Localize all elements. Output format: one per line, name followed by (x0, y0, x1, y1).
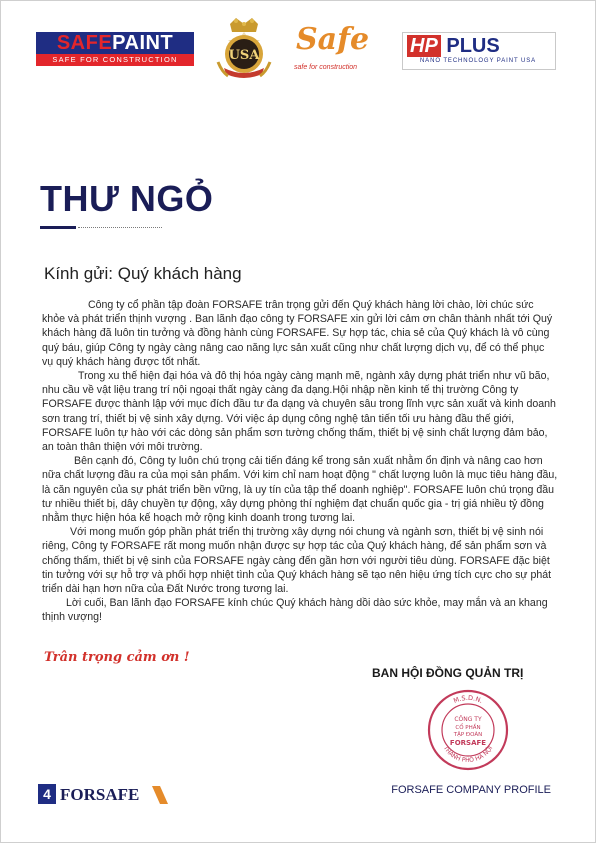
greeting: Kính gửi: Quý khách hàng (44, 264, 242, 283)
safepaint-logo (36, 32, 194, 66)
safe-tagline: safe for construction (294, 64, 358, 71)
paragraph-5: Lời cuối, Ban lãnh đạo FORSAFE kính chúc Quý khách hàng dồi dào sức khỏe, may mắn và an khang thịnh vượng! (42, 597, 548, 624)
safepaint-tagline: SAFE FOR CONSTRUCTION (36, 54, 194, 66)
stamp-line-4: FORSAFE (449, 739, 487, 747)
page-title: THƯ NGỎ (40, 178, 214, 219)
usa-text: USA (228, 48, 260, 63)
footer-profile-brand: FORSAFE (391, 784, 444, 796)
page-number: 4 (38, 784, 56, 804)
hpplus-hp: HP (407, 35, 441, 57)
company-stamp (426, 688, 510, 772)
stamp-line-1: CÔNG TY (454, 716, 482, 723)
signatory: BAN HỘI ĐỒNG QUẢN TRỊ (372, 666, 524, 680)
footer-profile-label: COMPANY PROFILE (446, 784, 551, 796)
safe-logo (290, 22, 380, 82)
hpplus-tagline: NANO TECHNOLOGY PAINT USA (419, 58, 537, 64)
forsafe-mark-icon (152, 786, 168, 804)
title-dotted-rule (78, 227, 162, 228)
logo-row (36, 18, 556, 84)
stamp-line-3: TẬP ĐOÀN (453, 732, 483, 738)
hpplus-plus: PLUS (446, 35, 500, 57)
stamp-ring-bottom: THÀNH PHỐ HÀ NỘI (441, 744, 495, 765)
svg-text:THÀNH PHỐ HÀ NỘI (441, 744, 494, 764)
footer-profile (391, 784, 551, 796)
safe-word: Safe (296, 22, 370, 57)
paragraph-4: Với mong muốn góp phần phát triển thị trường xây dựng nói chung và ngành sơn, thiết bị vệ sinh nói riêng, Công ty FORSAFE rất mong muốn nhận được sự hợp tác của Quý khách hàng, để sản phẩm sơn và chống thấm, thiết bị vệ sinh của FORSAFE ngày càng đến gần hơn với người tiêu dùng. FORSAFE đặc biệt tin tưởng với sự hỗ trợ và phối hợp nhiệt tình của Quý khách hàng sẽ tạo nên hiệu ứng tích cực cho sự phát triển dài hạn hơn nữa của Đất Nước trong tương lai. (42, 526, 552, 596)
stamp-line-2: CỔ PHẦN (455, 725, 481, 731)
usa-crest-logo (214, 18, 274, 84)
safepaint-part1: SAFE (56, 32, 113, 54)
stamp-ring-top: M.S.D.N. (452, 693, 484, 705)
thanks-note: Trân trọng cảm ơn ! (44, 650, 190, 665)
title-underline (40, 226, 76, 229)
letter-body (42, 298, 558, 625)
svg-text:M.S.D.N. (452, 694, 484, 705)
paragraph-1: Công ty cổ phần tập đoàn FORSAFE trân trọng gửi đến Quý khách hàng lời chào, lời chúc sức khỏe và phát triển thịnh vượng . Ban lãnh đạo công ty FORSAFE xin gửi lời cảm ơn chân thành nhất tới Quý khách hàng đã luôn tin tưởng và đồng hành cùng FORSAFE. Sự hợp tác, chia sẻ của Quý khách là vô cùng quý báu, giúp Công ty ngày càng nâng cao năng lực sản xuất cũng như chất lượng dịch vụ, để có thể phục vụ quý khách hàng được tốt nhất. (42, 299, 553, 368)
paragraph-3: Bên cạnh đó, Công ty luôn chú trọng cải tiến đáng kể trong sản xuất nhằm ổn định và nâng cao hơn nữa chất lượng đầu ra của mọi sản phẩm. Với kim chỉ nam hoạt động " chất lượng luôn là mục tiêu hàng đầu, là căn nguyên của sự phát triển bền vững, là uy tín của tập thể doanh nghiệp". FORSAFE luôn chú trọng đầu tư nhiều thiết bị, dây chuyền tự động, xây dựng phòng thí nghiệm đạt chuẩn quốc gia - trị giá nhiều tỷ đồng nhằm thực hiện hóa kế hoạch mở rộng kinh doanh trong tương lai. (42, 455, 558, 525)
paragraph-2: Trong xu thế hiện đại hóa và đô thị hóa ngày càng mạnh mẽ, ngành xây dựng phát triển như vũ bão, nhu cầu về vật liệu trang trí nội ngoại thất ngày càng đa dạng.Hội nhập nền kinh tế thị trường Công ty FORSAFE được thành lập với mục đích đầu tư đa dạng và chuyên sâu trong lĩnh vực sản xuất và kinh doanh sơn trang trí, thiết bị vệ sinh xây dựng. Với việc áp dụng công nghệ tân tiến tối ưu hàng đầu thế giới, FORSAFE luôn tự hào với các dòng sản phẩm sơn tường chống thấm, thiết bị vệ sinh chất lượng đảm bảo, an toàn thân thiện với môi trường. (42, 370, 556, 454)
footer-brand: FORSAFE (60, 785, 140, 804)
hpplus-logo (402, 32, 556, 70)
safepaint-part2: PAINT (112, 32, 174, 54)
